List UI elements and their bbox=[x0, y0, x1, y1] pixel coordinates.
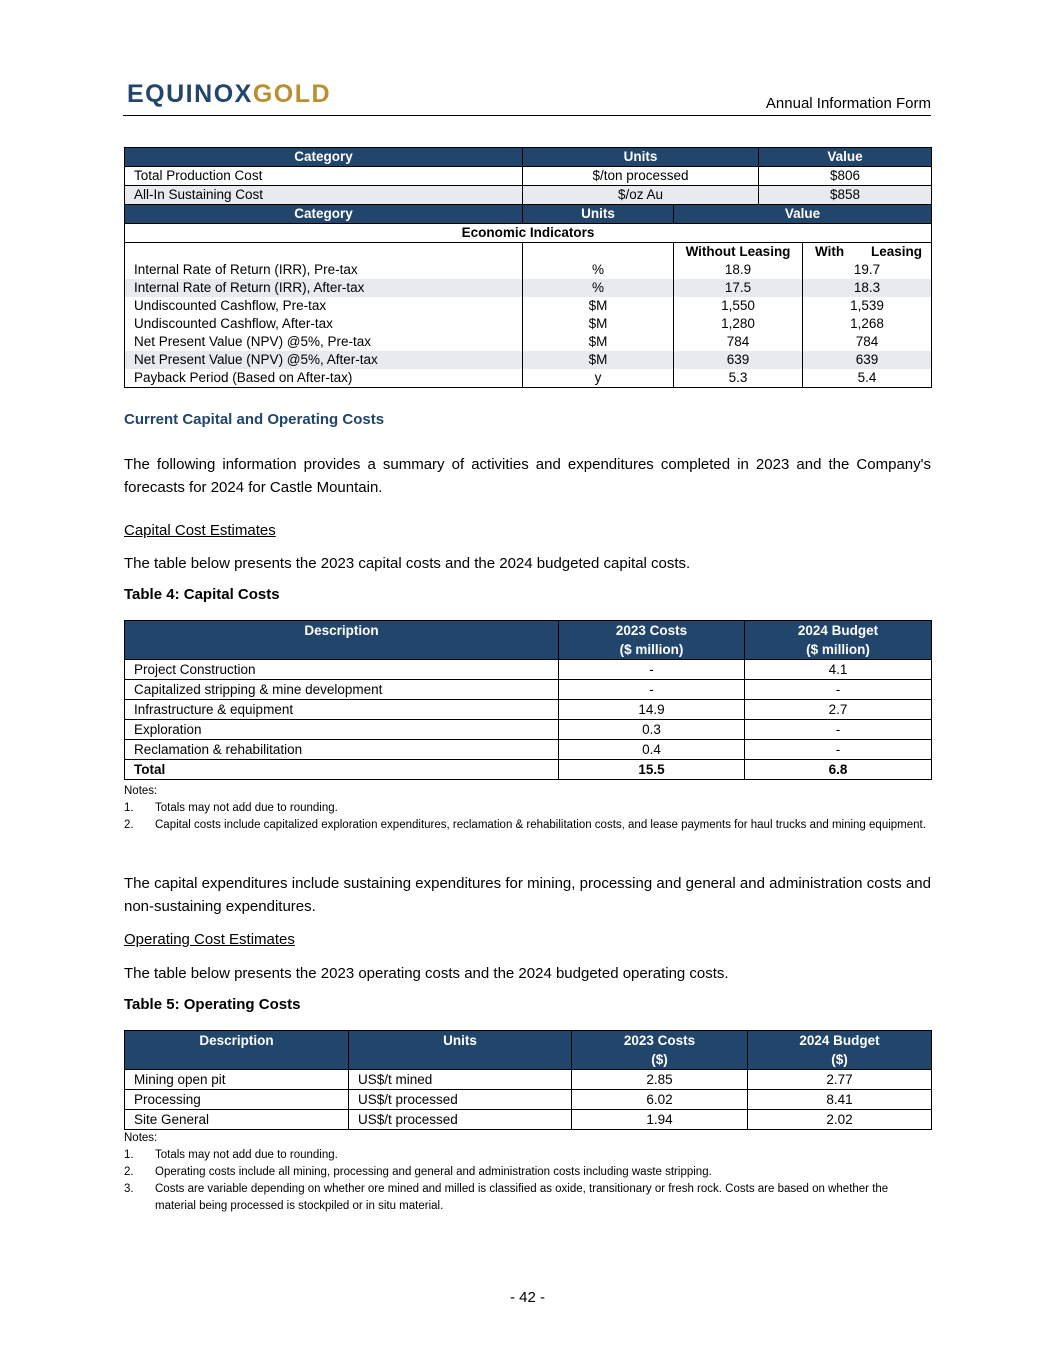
table-header-row bbox=[125, 205, 932, 224]
note-item bbox=[124, 800, 931, 817]
subheader-cell bbox=[803, 243, 932, 262]
table-cell: 1,280 bbox=[674, 315, 803, 333]
section-heading: Current Capital and Operating Costs bbox=[124, 411, 385, 428]
economic-indicators-table bbox=[124, 147, 932, 388]
table-cell: $M bbox=[523, 351, 674, 369]
table-cell: 784 bbox=[674, 333, 803, 351]
table-cell: Payback Period (Based on After-tax) bbox=[125, 369, 523, 388]
table-row bbox=[125, 680, 932, 700]
header-cell: Description bbox=[125, 1031, 349, 1070]
note-item bbox=[124, 817, 931, 834]
operating-intro: The table below presents the 2023 operating costs and the 2024 budgeted operating costs. bbox=[124, 965, 729, 982]
table-cell: $M bbox=[523, 297, 674, 315]
table-row bbox=[125, 186, 932, 205]
header-cell: Value bbox=[759, 148, 932, 167]
table-cell: Net Present Value (NPV) @5%, After-tax bbox=[125, 351, 523, 369]
header-cell: Units bbox=[349, 1031, 572, 1070]
table-row bbox=[125, 333, 932, 351]
table-row bbox=[125, 369, 932, 388]
table-row bbox=[125, 1070, 932, 1090]
header-cell bbox=[745, 621, 932, 660]
header-line: 2023 Costs bbox=[623, 1033, 696, 1048]
table-cell: $M bbox=[523, 315, 674, 333]
table-cell: US$/t processed bbox=[349, 1110, 572, 1130]
table-cell: US$/t mined bbox=[349, 1070, 572, 1090]
header-cell: Units bbox=[523, 205, 674, 224]
header-line: 2024 Budget bbox=[797, 623, 879, 638]
table-cell: 639 bbox=[674, 351, 803, 369]
table-cell: - bbox=[745, 680, 932, 700]
capital-followup: The capital expenditures include sustaining expenditures for mining, processing and general and administration costs and non-sustaining expenditures. bbox=[124, 875, 931, 915]
table-header-row bbox=[125, 148, 932, 167]
table-cell: Site General bbox=[125, 1110, 349, 1130]
table-row bbox=[125, 1110, 932, 1130]
note-number: 3. bbox=[124, 1183, 134, 1195]
note-item bbox=[124, 1181, 931, 1215]
logo-text-gold: GOLD bbox=[252, 80, 332, 108]
note-text: Totals may not add due to rounding. bbox=[155, 1149, 338, 1161]
operating-table-caption: Table 5: Operating Costs bbox=[124, 996, 301, 1013]
capital-table-caption: Table 4: Capital Costs bbox=[124, 586, 280, 603]
table-row bbox=[125, 740, 932, 760]
table-cell: 2.85 bbox=[572, 1070, 748, 1090]
capital-subheading: Capital Cost Estimates bbox=[124, 522, 276, 539]
table-cell: 18.9 bbox=[674, 261, 803, 279]
table-header-row bbox=[125, 1031, 932, 1070]
table-cell: 0.4 bbox=[559, 740, 745, 760]
header-cell: Category bbox=[125, 148, 523, 167]
table-header-row bbox=[125, 621, 932, 660]
table-row bbox=[125, 167, 932, 186]
table-subheader-row bbox=[125, 243, 932, 262]
operating-notes bbox=[124, 1130, 931, 1215]
note-item bbox=[124, 1147, 931, 1164]
section-label: Economic Indicators bbox=[125, 224, 932, 243]
note-number: 2. bbox=[124, 819, 134, 831]
table-cell: Undiscounted Cashflow, After-tax bbox=[125, 315, 523, 333]
table-cell bbox=[523, 243, 674, 262]
table-cell: Reclamation & rehabilitation bbox=[125, 740, 559, 760]
table-row bbox=[125, 279, 932, 297]
table-cell: 2.7 bbox=[745, 700, 932, 720]
total-cell: 6.8 bbox=[745, 760, 932, 780]
table-row bbox=[125, 660, 932, 680]
table-cell: 784 bbox=[803, 333, 932, 351]
capital-intro: The table below presents the 2023 capital costs and the 2024 budgeted capital costs. bbox=[124, 555, 691, 572]
header-line: ($) bbox=[831, 1052, 848, 1067]
header-cell: Value bbox=[674, 205, 932, 224]
note-text: Operating costs include all mining, processing and general and administration costs including waste stripping. bbox=[155, 1166, 712, 1178]
table-cell: $858 bbox=[759, 186, 932, 205]
intro-paragraph: The following information provides a summary of activities and expenditures completed in 2023 and the Company's forecasts for 2024 for Castle Mountain. bbox=[124, 456, 931, 496]
table-cell: $M bbox=[523, 333, 674, 351]
table-cell: - bbox=[559, 660, 745, 680]
table-cell: Exploration bbox=[125, 720, 559, 740]
table-cell: US$/t processed bbox=[349, 1090, 572, 1110]
page-number: - 42 - bbox=[509, 1289, 545, 1306]
table-cell: 19.7 bbox=[803, 261, 932, 279]
table-cell: 17.5 bbox=[674, 279, 803, 297]
table-cell: Internal Rate of Return (IRR), After-tax bbox=[125, 279, 523, 297]
capital-costs-table bbox=[124, 620, 932, 780]
note-text: Capital costs include capitalized exploration expenditures, reclamation & rehabilitation costs, and lease payments for haul trucks and mining equipment. bbox=[155, 819, 926, 831]
header-line: ($) bbox=[651, 1052, 668, 1067]
table-cell: 2.77 bbox=[748, 1070, 932, 1090]
total-cell: 15.5 bbox=[559, 760, 745, 780]
capital-notes bbox=[124, 783, 931, 834]
table-cell: Net Present Value (NPV) @5%, Pre-tax bbox=[125, 333, 523, 351]
table-cell: y bbox=[523, 369, 674, 388]
table-cell: 1.94 bbox=[572, 1110, 748, 1130]
table-total-row bbox=[125, 760, 932, 780]
company-logo bbox=[127, 80, 331, 109]
table-cell: Processing bbox=[125, 1090, 349, 1110]
operating-costs-table bbox=[124, 1030, 932, 1130]
note-number: 1. bbox=[124, 802, 134, 814]
logo-text-equin: EQUIN bbox=[127, 80, 214, 108]
table-cell: 1,268 bbox=[803, 315, 932, 333]
table-cell: 1,550 bbox=[674, 297, 803, 315]
logo-text-ox: OX bbox=[213, 80, 253, 108]
header-line: 2023 Costs bbox=[615, 623, 688, 638]
header-cell bbox=[748, 1031, 932, 1070]
header-line: ($ million) bbox=[619, 642, 684, 657]
table-row bbox=[125, 297, 932, 315]
header-line: 2024 Budget bbox=[799, 1033, 880, 1048]
table-cell: $/ton processed bbox=[523, 167, 759, 186]
note-number: 1. bbox=[124, 1149, 134, 1161]
table-cell: % bbox=[523, 261, 674, 279]
table-cell: All-In Sustaining Cost bbox=[125, 186, 523, 205]
note-number: 2. bbox=[124, 1166, 134, 1178]
header-divider bbox=[123, 115, 931, 116]
table-row bbox=[125, 351, 932, 369]
table-row bbox=[125, 261, 932, 279]
total-label: Total bbox=[125, 760, 559, 780]
subheader-leasing: Leasing bbox=[870, 244, 922, 259]
document-title: Annual Information Form bbox=[765, 95, 931, 112]
notes-label: Notes: bbox=[124, 1132, 158, 1144]
table-row bbox=[125, 720, 932, 740]
table-row bbox=[125, 700, 932, 720]
header-cell bbox=[572, 1031, 748, 1070]
table-cell: 5.3 bbox=[674, 369, 803, 388]
table-cell: 5.4 bbox=[803, 369, 932, 388]
subheader-cell: Without Leasing bbox=[674, 243, 803, 262]
table-row bbox=[125, 1090, 932, 1110]
table-cell: Internal Rate of Return (IRR), Pre-tax bbox=[125, 261, 523, 279]
header-line: ($ million) bbox=[806, 642, 870, 657]
subheader-with: With bbox=[815, 244, 845, 259]
notes-label: Notes: bbox=[124, 785, 158, 797]
table-cell: % bbox=[523, 279, 674, 297]
table-cell: 6.02 bbox=[572, 1090, 748, 1110]
operating-subheading: Operating Cost Estimates bbox=[124, 931, 295, 948]
table-cell: 2.02 bbox=[748, 1110, 932, 1130]
table-section-row bbox=[125, 224, 932, 243]
header-cell bbox=[559, 621, 745, 660]
header-cell: Units bbox=[523, 148, 759, 167]
table-cell: 14.9 bbox=[559, 700, 745, 720]
table-cell: 0.3 bbox=[559, 720, 745, 740]
table-cell: Mining open pit bbox=[125, 1070, 349, 1090]
table-cell: Capitalized stripping & mine development bbox=[125, 680, 559, 700]
note-text: Costs are variable depending on whether ore mined and milled is classified as oxide, transitionary or fresh rock. Costs are based on whether the material being processed is stockpiled or in situ material. bbox=[155, 1183, 889, 1212]
note-text: Totals may not add due to rounding. bbox=[155, 802, 338, 814]
table-cell: Infrastructure & equipment bbox=[125, 700, 559, 720]
table-cell bbox=[125, 243, 523, 262]
table-cell: 18.3 bbox=[803, 279, 932, 297]
table-cell: $806 bbox=[759, 167, 932, 186]
table-cell: $/oz Au bbox=[523, 186, 759, 205]
table-cell: Undiscounted Cashflow, Pre-tax bbox=[125, 297, 523, 315]
table-cell: - bbox=[745, 740, 932, 760]
table-cell: 639 bbox=[803, 351, 932, 369]
table-cell: 1,539 bbox=[803, 297, 932, 315]
table-cell: Total Production Cost bbox=[125, 167, 523, 186]
table-cell: 4.1 bbox=[745, 660, 932, 680]
header-cell: Category bbox=[125, 205, 523, 224]
header-cell: Description bbox=[125, 621, 559, 660]
table-cell: Project Construction bbox=[125, 660, 559, 680]
table-cell: - bbox=[745, 720, 932, 740]
note-item bbox=[124, 1164, 931, 1181]
table-cell: - bbox=[559, 680, 745, 700]
table-cell: 8.41 bbox=[748, 1090, 932, 1110]
table-row bbox=[125, 315, 932, 333]
